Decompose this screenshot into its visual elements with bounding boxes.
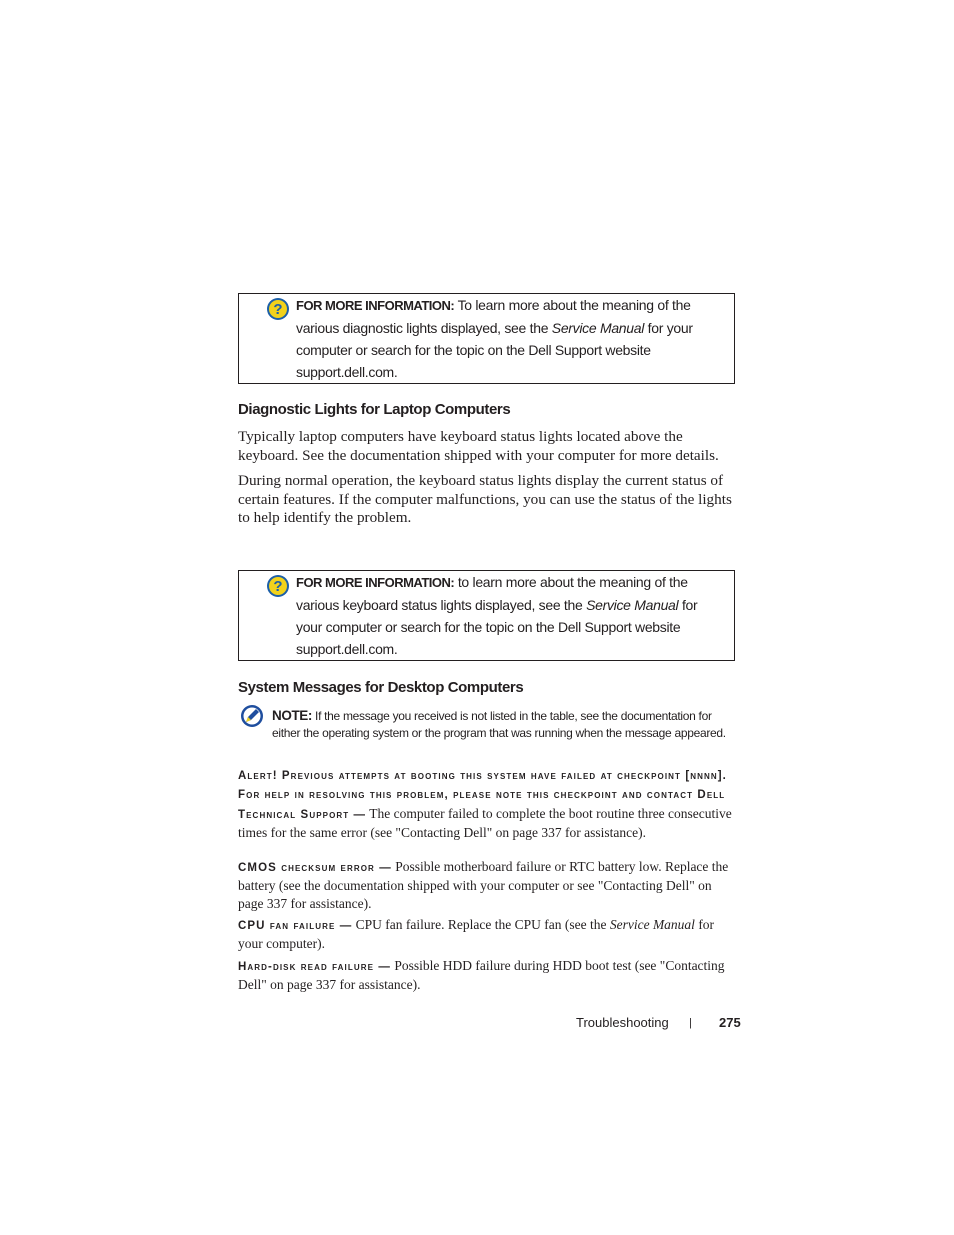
- svg-text:?: ?: [273, 578, 283, 595]
- help-question-icon: [266, 297, 290, 321]
- paragraph: During normal operation, the keyboard status lights display the current status of certain features. If the computer malfunctions, you can use the status of the lights to help identify the problem.: [238, 472, 732, 526]
- message-entry: [238, 766, 738, 841]
- message-desc: Possible HDD failure during HDD boot test (see "Contacting Dell" on page 337 for assistance).: [238, 958, 725, 993]
- message-term: Hard-disk read failure —: [238, 961, 391, 973]
- footer-section-name: Troubleshooting: [576, 1015, 669, 1030]
- support-link[interactable]: support.dell.com: [296, 364, 394, 380]
- message-entry: CPU fan failure — CPU fan failure. Replace the CPU fan (see the Service Manual for your computer).: [238, 917, 715, 952]
- note: [272, 707, 740, 743]
- message-desc: The computer failed to complete the boot routine three consecutive times for the same error (see "Contacting Dell" on page 337 for assistance).: [238, 805, 732, 840]
- footer-separator: |: [689, 1017, 692, 1029]
- paragraph: Typically laptop computers have keyboard status lights located above the keyboard. See the documentation shipped with your computer for more details.: [238, 428, 719, 464]
- note-label: NOTE:: [272, 708, 312, 723]
- section-heading-system-messages: System Messages for Desktop Computers: [238, 679, 524, 696]
- note-text: If the message you received is not listed in the table, see the documentation for either the operating system or the program that was running when the message appeared.: [272, 709, 726, 741]
- message-entry: [238, 957, 738, 994]
- info-box-keyboard: [238, 570, 735, 661]
- info-text: FOR MORE INFORMATION: to learn more about the meaning of the various keyboard status lights displayed, see the Service Manual for your computer or search for the topic on the Dell Support website support.dell.com.: [296, 574, 698, 657]
- message-entry: [238, 858, 738, 912]
- note-pencil-icon: [240, 704, 264, 728]
- info-text: FOR MORE INFORMATION: To learn more about the meaning of the various diagnostic lights displayed, see the Service Manual for your computer or search for the topic on the Dell Support website support.dell.com.: [296, 297, 693, 380]
- page-number: 275: [719, 1015, 741, 1030]
- section-heading-diagnostic: Diagnostic Lights for Laptop Computers: [238, 401, 511, 418]
- help-question-icon: [266, 574, 290, 598]
- message-term: CPU fan failure —: [238, 920, 353, 932]
- message-term: Alert! Previous attempts at booting this system have failed at checkpoint [nnnn]. For help in resolving this problem, please note this checkpoint and contact Dell Technical Support —: [238, 770, 727, 821]
- info-label: FOR MORE INFORMATION:: [296, 298, 455, 313]
- info-label: FOR MORE INFORMATION:: [296, 575, 455, 590]
- svg-text:?: ?: [273, 301, 283, 318]
- message-term: CMOS checksum error —: [238, 862, 392, 874]
- message-desc: Possible motherboard failure or RTC battery low. Replace the battery (see the documentation shipped with your computer or see "Contacting Dell" on page 337 for assistance).: [238, 859, 729, 911]
- info-box-diagnostic: [238, 293, 735, 384]
- support-link[interactable]: support.dell.com: [296, 641, 394, 657]
